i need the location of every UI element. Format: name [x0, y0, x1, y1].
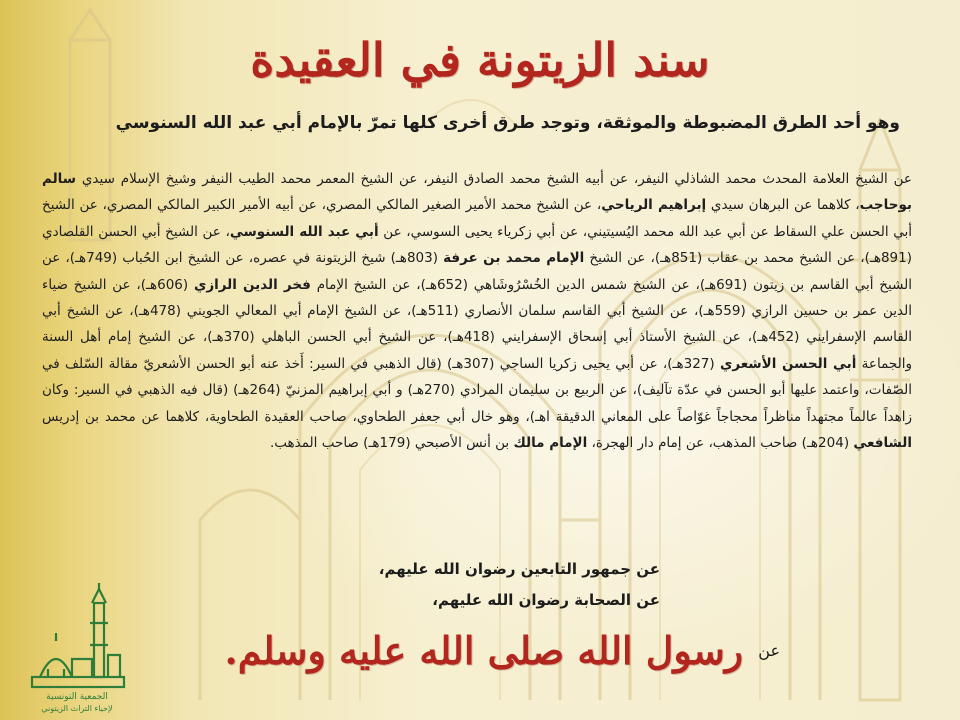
body-segment: عن الشيخ العلامة المحدث محمد الشاذلي النيفر، عن أبيه الشيخ محمد الصادق النيفر، عن الشيخ المعمر محمد الطيب النيفر وشيخ الإسلام سيدي — [76, 171, 912, 187]
isnad-body-text — [42, 166, 912, 456]
body-segment: ، كلاهما عن البرهان سيدي — [706, 197, 860, 214]
scholar-name: سالم بوحاجب — [42, 171, 912, 214]
body-segment: (327هـ)، عن أبي يحيى زكريا الساجي (307هـ) (قال الذهبي في السير: أَخذ عنه أبو الحسن الأشعريّ مقالة السّلف في الصّفات، واعتمد عليها أبو الحسن في عدّة تآليف)، عن الربيع بن سليمان المرادي (270هـ) و أبي إبراهيم المزنيّ (264هـ) (قال فيه الذهبي في السير: وكان زاهداً عالماً مجتهداً مناظراً محجاجاً غوّاصاً على المعاني الدقيقة اهـ)، وهو خال أبي جعفر الطحاوي، صاحب العقيدة الطحاوية، كلاهما عن محمد بن إدريس — [42, 355, 912, 425]
body-segment: (803هـ) شيخ الزيتونة في عصره، عن الشيخ ابن الحُباب (749هـ)، عن الشيخ أبي القاسم بن زيتون (691هـ)، عن الشيخ شمس الدين الخُسْرُوشَاهي (652هـ)، عن الشيخ الإمام — [42, 250, 913, 293]
scholar-name: إبراهيم الرياحي — [601, 197, 707, 214]
chain-tabiin-line: عن جمهور التابعين رضوان الله عليهم، — [378, 560, 660, 578]
final-prophet-line: رسول الله صلى الله عليه وسلم. — [224, 628, 744, 673]
scholar-name: الإمام مالك — [513, 435, 588, 452]
scholar-name: أبي عبد الله السنوسي — [229, 223, 379, 240]
body-segment: ، عن الشيخ أبي الحسن القلصادي (891هـ)، عن الشيخ محمد بن عقاب (851هـ)، عن الشيخ — [42, 223, 913, 267]
chain-sahaba-line: عن الصحابة رضوان الله عليهم، — [432, 591, 660, 609]
final-from-word: عن — [758, 641, 780, 660]
page-title: سند الزيتونة في العقيدة — [250, 33, 710, 87]
body-segment: (204هـ) صاحب المذهب، عن إمام دار الهجرة، — [587, 435, 854, 452]
association-logo-icon — [12, 575, 142, 715]
scholar-name: فخر الدين الرازي — [193, 276, 311, 293]
body-segment: (606هـ)، عن الشيخ ضياء الدين عمر بن حسين الرازي (559هـ)، عن الشيخ أبي القاسم سلمان الأنصاري (511هـ)، عن الشيخ الإمام أبي المعالي الجويني (478هـ)، عن الشيخ أبي القاسم الإسفرايني (452هـ)، عن الشيخ الأستاذ أبي إسحاق الإسفرايني (418هـ)، عن الشيخ أبي الحسن الباهلي (370هـ)، عن الشيخ إمام أهل السنة والجماعة — [42, 276, 912, 372]
body-segment: ، عن الشيخ محمد الأمير الصغير المالكي المصري، عن أبيه الأمير الكبير المالكي المصري، عن الشيخ أبي الحسن علي السقاط عن أبي عبد الله محمد اليُسيتيني، عن أبي زكرياء يحيى السوسي، عن — [42, 197, 912, 240]
scholar-name: الشافعي — [853, 435, 912, 452]
body-segment: بن أنس الأصبحي (179هـ) صاحب المذهب. — [270, 435, 514, 452]
subtitle: وهو أحد الطرق المضبوطة والموثقة، وتوجد طرق أخرى كلها تمرّ بالإمام أبي عبد الله السنوسي — [115, 113, 900, 133]
logo-text-line-2: لإحياء التراث الزيتوني — [41, 704, 113, 713]
scholar-name: أبي الحسن الأشعري — [719, 355, 857, 372]
scholar-name: الإمام محمد بن عرفة — [443, 250, 585, 267]
final-chain-line — [140, 628, 780, 698]
logo-text-line-1: الجمعية التونسية — [46, 692, 108, 702]
